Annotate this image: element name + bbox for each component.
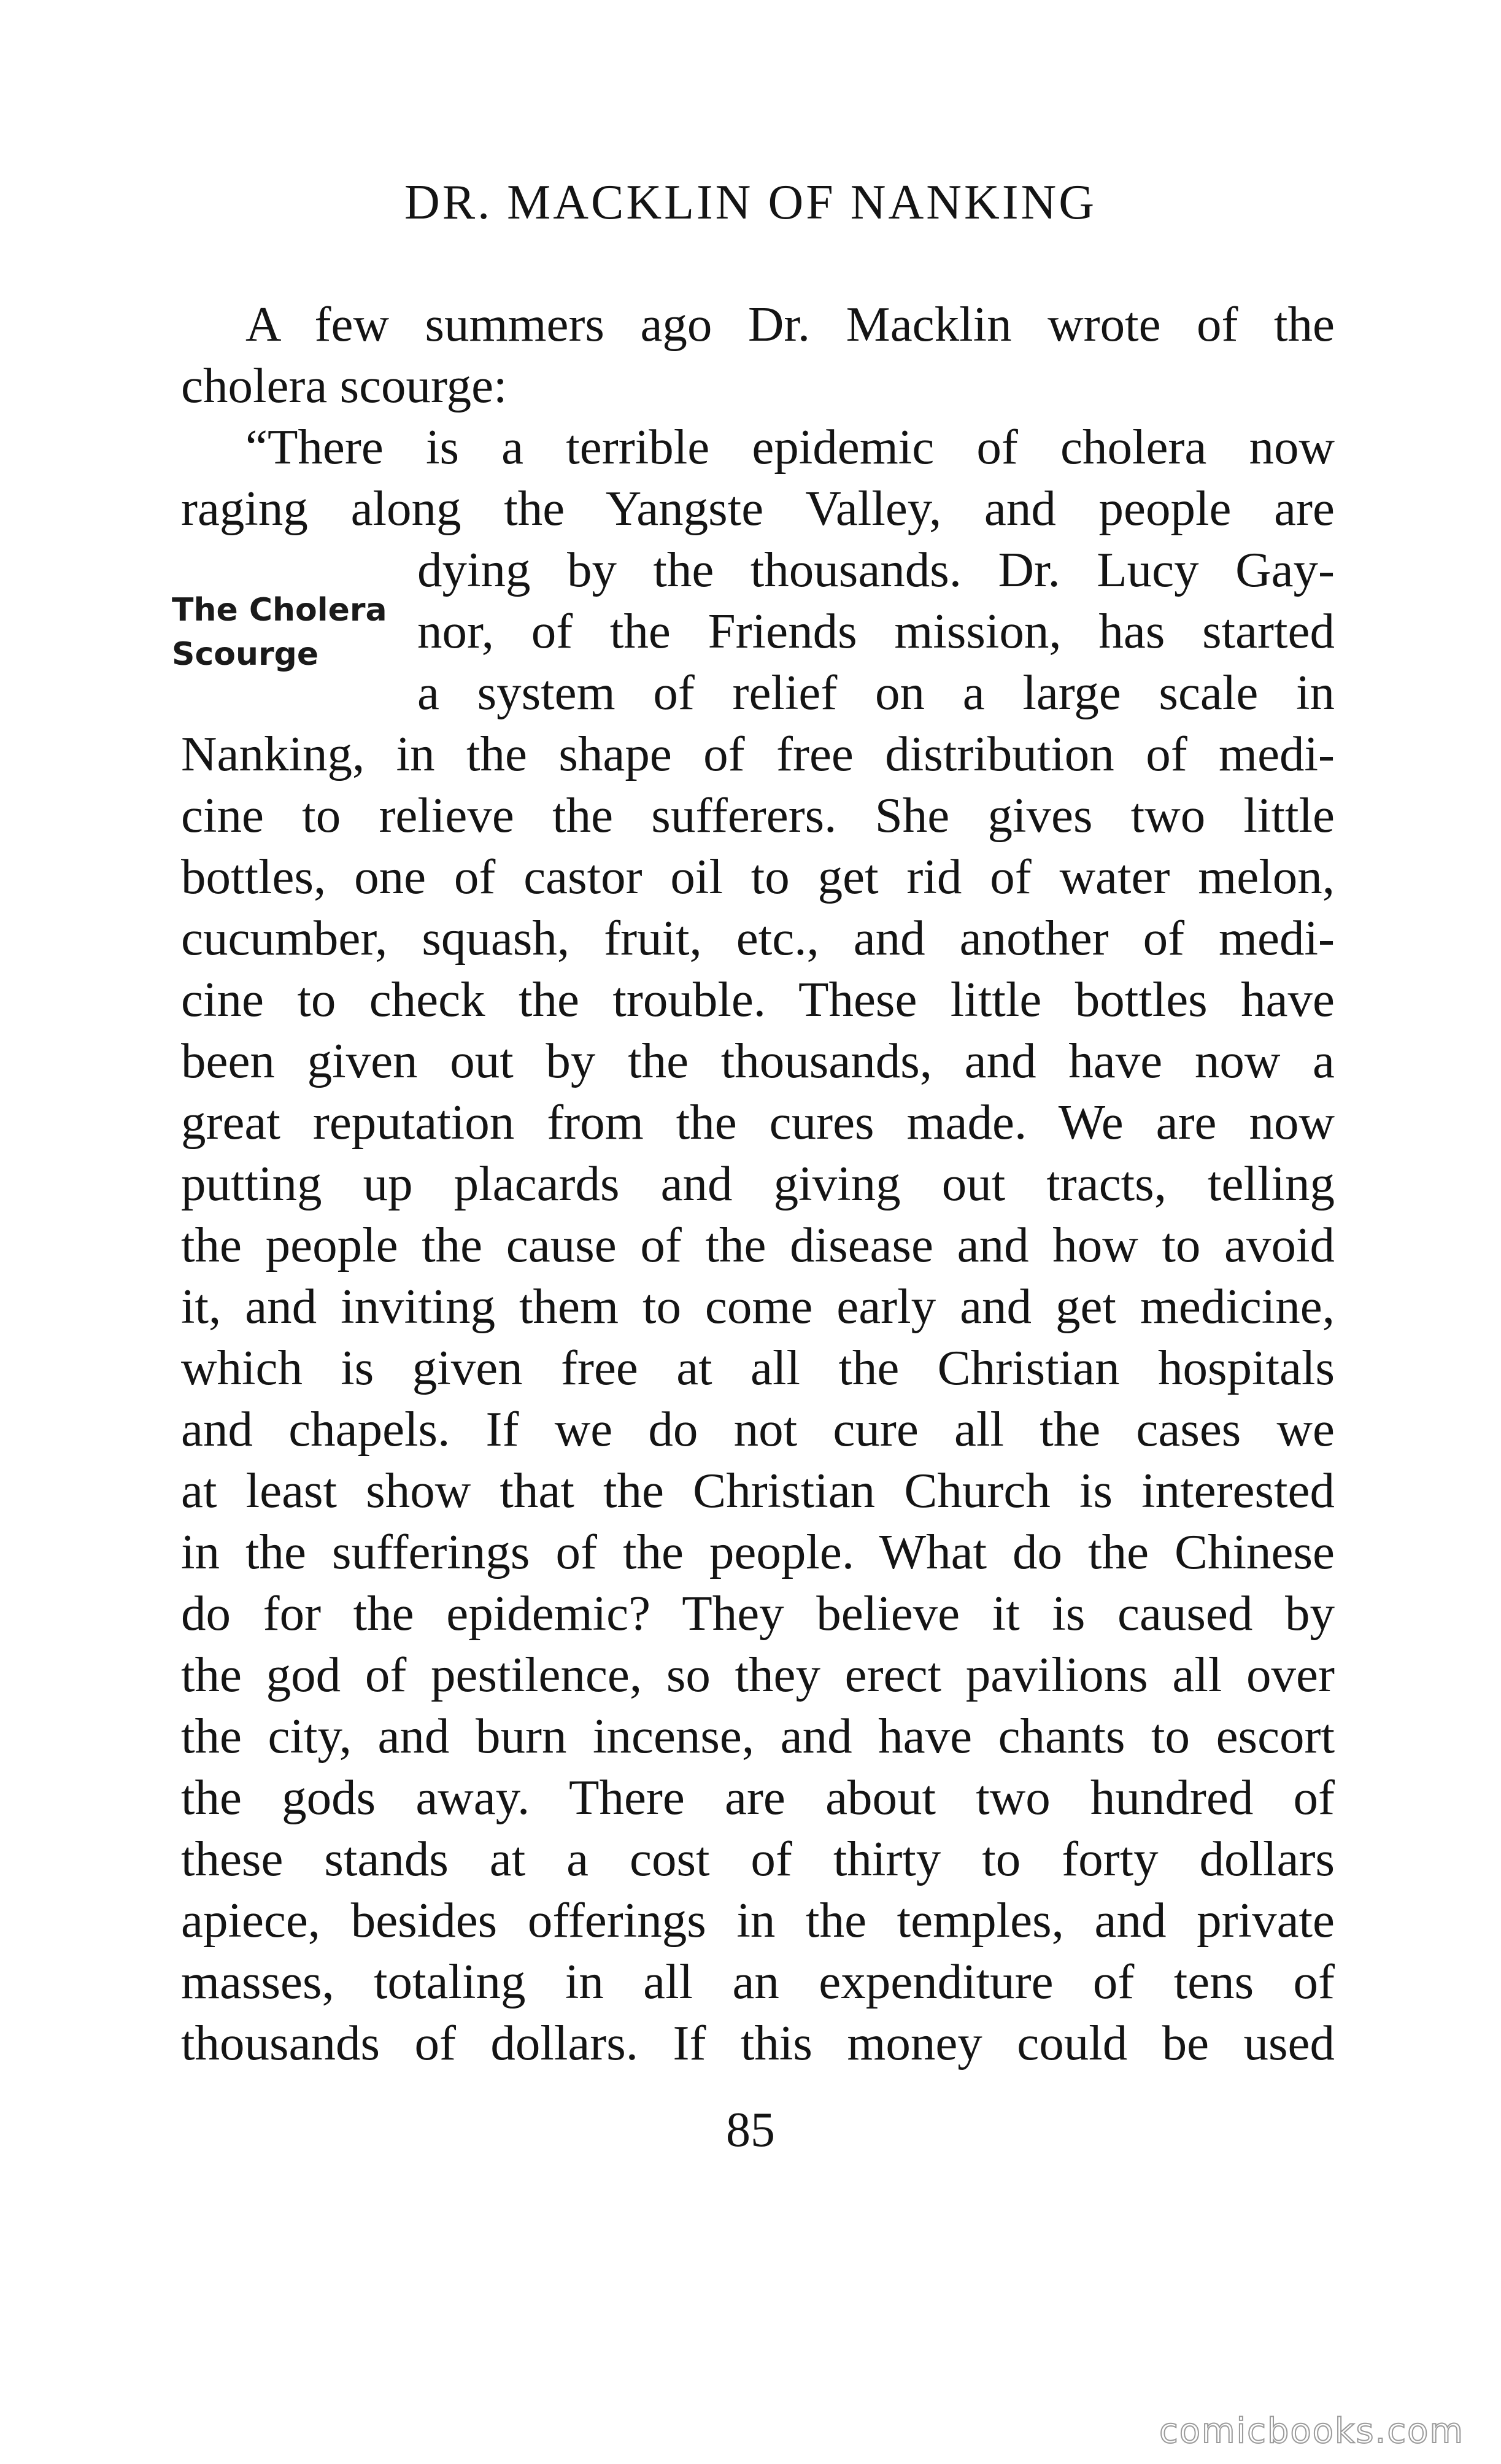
text-line: cine to check the trouble. These little bottles have [181, 972, 1335, 1027]
text-line: which is given free at all the Christian hospitals [181, 1340, 1335, 1395]
text-line: do for the epidemic? They believe it is caused by [181, 1586, 1335, 1641]
text-line: masses, totaling in all an expenditure of tens of [181, 1954, 1335, 2009]
text-line: great reputation from the cures made. We are now [181, 1094, 1335, 1150]
text-line: thousands of dollars. If this money could be used [181, 2015, 1335, 2071]
text-line: dying by the thousands. Dr. Lucy Gay- [417, 542, 1335, 597]
margin-note [172, 588, 387, 676]
text-line: at least show that the Christian Church is interested [181, 1463, 1335, 1518]
text-line: in the sufferings of the people. What do the Chinese [181, 1524, 1335, 1579]
text-line: the gods away. There are about two hundred of [181, 1770, 1335, 1825]
running-head: DR. MACKLIN OF NANKING [404, 176, 1097, 230]
page-number: 85 [726, 2103, 775, 2157]
text-line: apiece, besides offerings in the temples, and private [181, 1893, 1335, 1948]
watermark: comicbooks.com [1159, 2411, 1464, 2451]
text-line: these stands at a cost of thirty to forty dollars [181, 1831, 1335, 1886]
text-line: cucumber, squash, fruit, etc., and another of medi- [181, 910, 1335, 966]
text-line: cholera scourge: [181, 358, 507, 413]
text-line: it, and inviting them to come early and get medicine, [181, 1279, 1335, 1334]
text-line: and chapels. If we do not cure all the cases we [181, 1401, 1335, 1457]
text-line: been given out by the thousands, and have now a [181, 1033, 1335, 1088]
text-line: a system of relief on a large scale in [417, 665, 1335, 720]
text-line: raging along the Yangste Valley, and people are [181, 481, 1335, 536]
text-line: A few summers ago Dr. Macklin wrote of the [245, 296, 1335, 352]
text-line: the people the cause of the disease and how to avoid [181, 1217, 1335, 1273]
text-line: the god of pestilence, so they erect pavilions all over [181, 1647, 1335, 1702]
text-line: the city, and burn incense, and have chants to escort [181, 1708, 1335, 1764]
text-line: “There is a terrible epidemic of cholera now [245, 419, 1335, 475]
margin-note-line: The Cholera [172, 592, 387, 629]
text-line: Nanking, in the shape of free distribution of medi- [181, 726, 1335, 781]
margin-note-line: Scourge [172, 636, 319, 673]
text-line: bottles, one of castor oil to get rid of water melon, [181, 849, 1335, 904]
text-line: cine to relieve the sufferers. She gives two little [181, 788, 1335, 843]
text-line: putting up placards and giving out tracts, telling [181, 1156, 1335, 1211]
text-line: nor, of the Friends mission, has started [417, 603, 1335, 659]
